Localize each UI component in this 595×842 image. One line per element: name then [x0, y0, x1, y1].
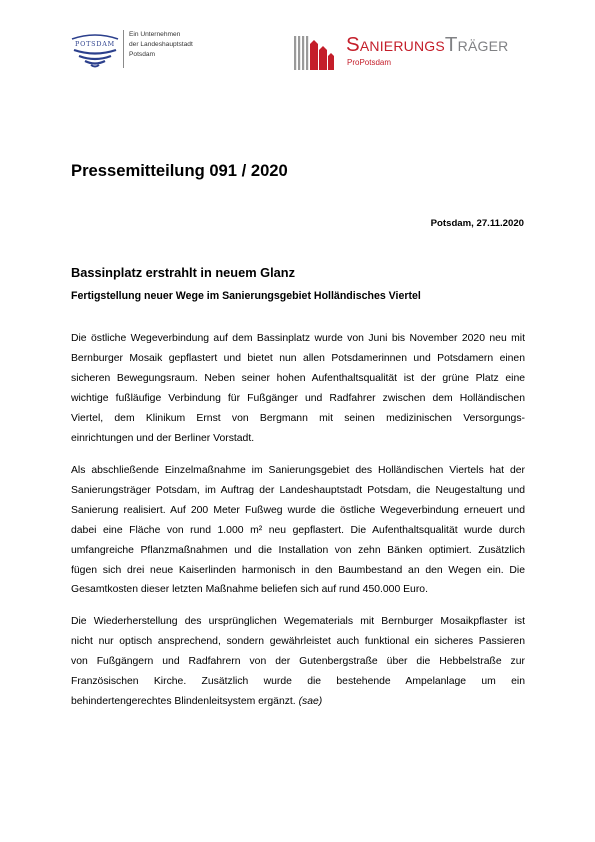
potsdam-city-logo [70, 30, 120, 72]
brand-subline: ProPotsdam [347, 58, 392, 67]
header-divider [123, 30, 124, 68]
paragraph-line: Sanierung realisiert. Auf 200 Meter Fußweg wurde die östliche Wegeverbindung erneuert und [71, 504, 525, 516]
paragraph-line: wichtige fußläufige Verbindung für Fußgänger und Radfahrer zwischen dem Holländischen [71, 392, 525, 404]
body-paragraph [71, 461, 525, 600]
paragraph-line: Viertel, dem Klinikum Ernst von Bergmann mit seinen medizinischen Versorgungs- [71, 412, 525, 424]
body-paragraph [71, 612, 525, 712]
paragraph-line: fügen sich drei neue Kaiserlinden harmonisch in den Baumbestand an den Wegen ein. Die [71, 564, 525, 576]
paragraph-line: Sanierungsträger Potsdam, im Auftrag der Landeshauptstadt Potsdam, die Neugestaltung und [71, 484, 525, 496]
subheadline: Fertigstellung neuer Wege im Sanierungsgebiet Holländisches Viertel [71, 290, 421, 302]
sanierungstraeger-wordmark [346, 35, 508, 55]
paragraph-line: Als abschließende Einzelmaßnahme im Sanierungsgebiet des Holländischen Viertels hat der [71, 465, 525, 476]
paragraph-line: sicheren Bewegungsraum. Neben seiner hohen Aufenthaltsqualität ist der grüne Platz eine [71, 372, 525, 384]
paragraph-line: dabei eine Fläche von rund 1.000 m² neu gepflastert. Die Aufenthaltsqualität wurde durch [71, 524, 525, 536]
paragraph-line: umfangreiche Pflanzmaßnahmen und die Installation von zehn Bänken optimiert. Zusätzlich [71, 544, 525, 556]
paragraph-line: behindertengerechtes Blindenleitsystem ergänzt. [71, 695, 296, 707]
page-title: Pressemitteilung 091 / 2020 [71, 161, 288, 180]
body-paragraph [71, 329, 525, 448]
headline: Bassinplatz erstrahlt in neuem Glanz [71, 265, 296, 280]
paragraph-line: Bernburger Mosaik gepflastert und bietet nun allen Potsdamerinnen und Potsdamern einen [71, 352, 525, 364]
potsdam-logo-text: POTSDAM [74, 40, 116, 48]
brand-part1: Sanierungs [346, 33, 445, 56]
brand-part2: Träger [444, 33, 509, 56]
sanierungstraeger-logo-mark [294, 34, 334, 72]
paragraph-line: Die Wiederherstellung des ursprünglichen Wegematerials mit Bernburger Mosaikpflaster ist [71, 616, 525, 627]
company-line: der Landeshauptstadt [129, 41, 193, 48]
company-lines [129, 30, 193, 60]
company-line: Potsdam [129, 51, 156, 58]
paragraph-line: nicht nur optisch ansprechend, sondern gewährleistet auch funktional ein sicheres Passieren [71, 635, 525, 647]
paragraph-line: Die östliche Wegeverbindung auf dem Bassinplatz wurde von Juni bis November 2020 neu mit [71, 333, 525, 344]
company-line: Ein Unternehmen [129, 31, 181, 38]
paragraph-line: von Fußgängern und Radfahrern von der Gutenbergstraße über die Hebbelstraße zur [71, 655, 525, 667]
paragraph-line: Gesamtkosten dieser letzten Maßnahme beliefen sich auf rund 450.000 Euro. [71, 584, 428, 596]
paragraph-line-final [71, 692, 525, 712]
author-initials: (sae) [298, 695, 323, 707]
dateline: Potsdam, 27.11.2020 [430, 218, 524, 229]
paragraph-line: Französischen Kirche. Zusätzlich wurde die bestehende Ampelanlage um ein [71, 675, 525, 687]
paragraph-line: einrichtungen und der Berliner Vorstadt. [71, 432, 255, 444]
